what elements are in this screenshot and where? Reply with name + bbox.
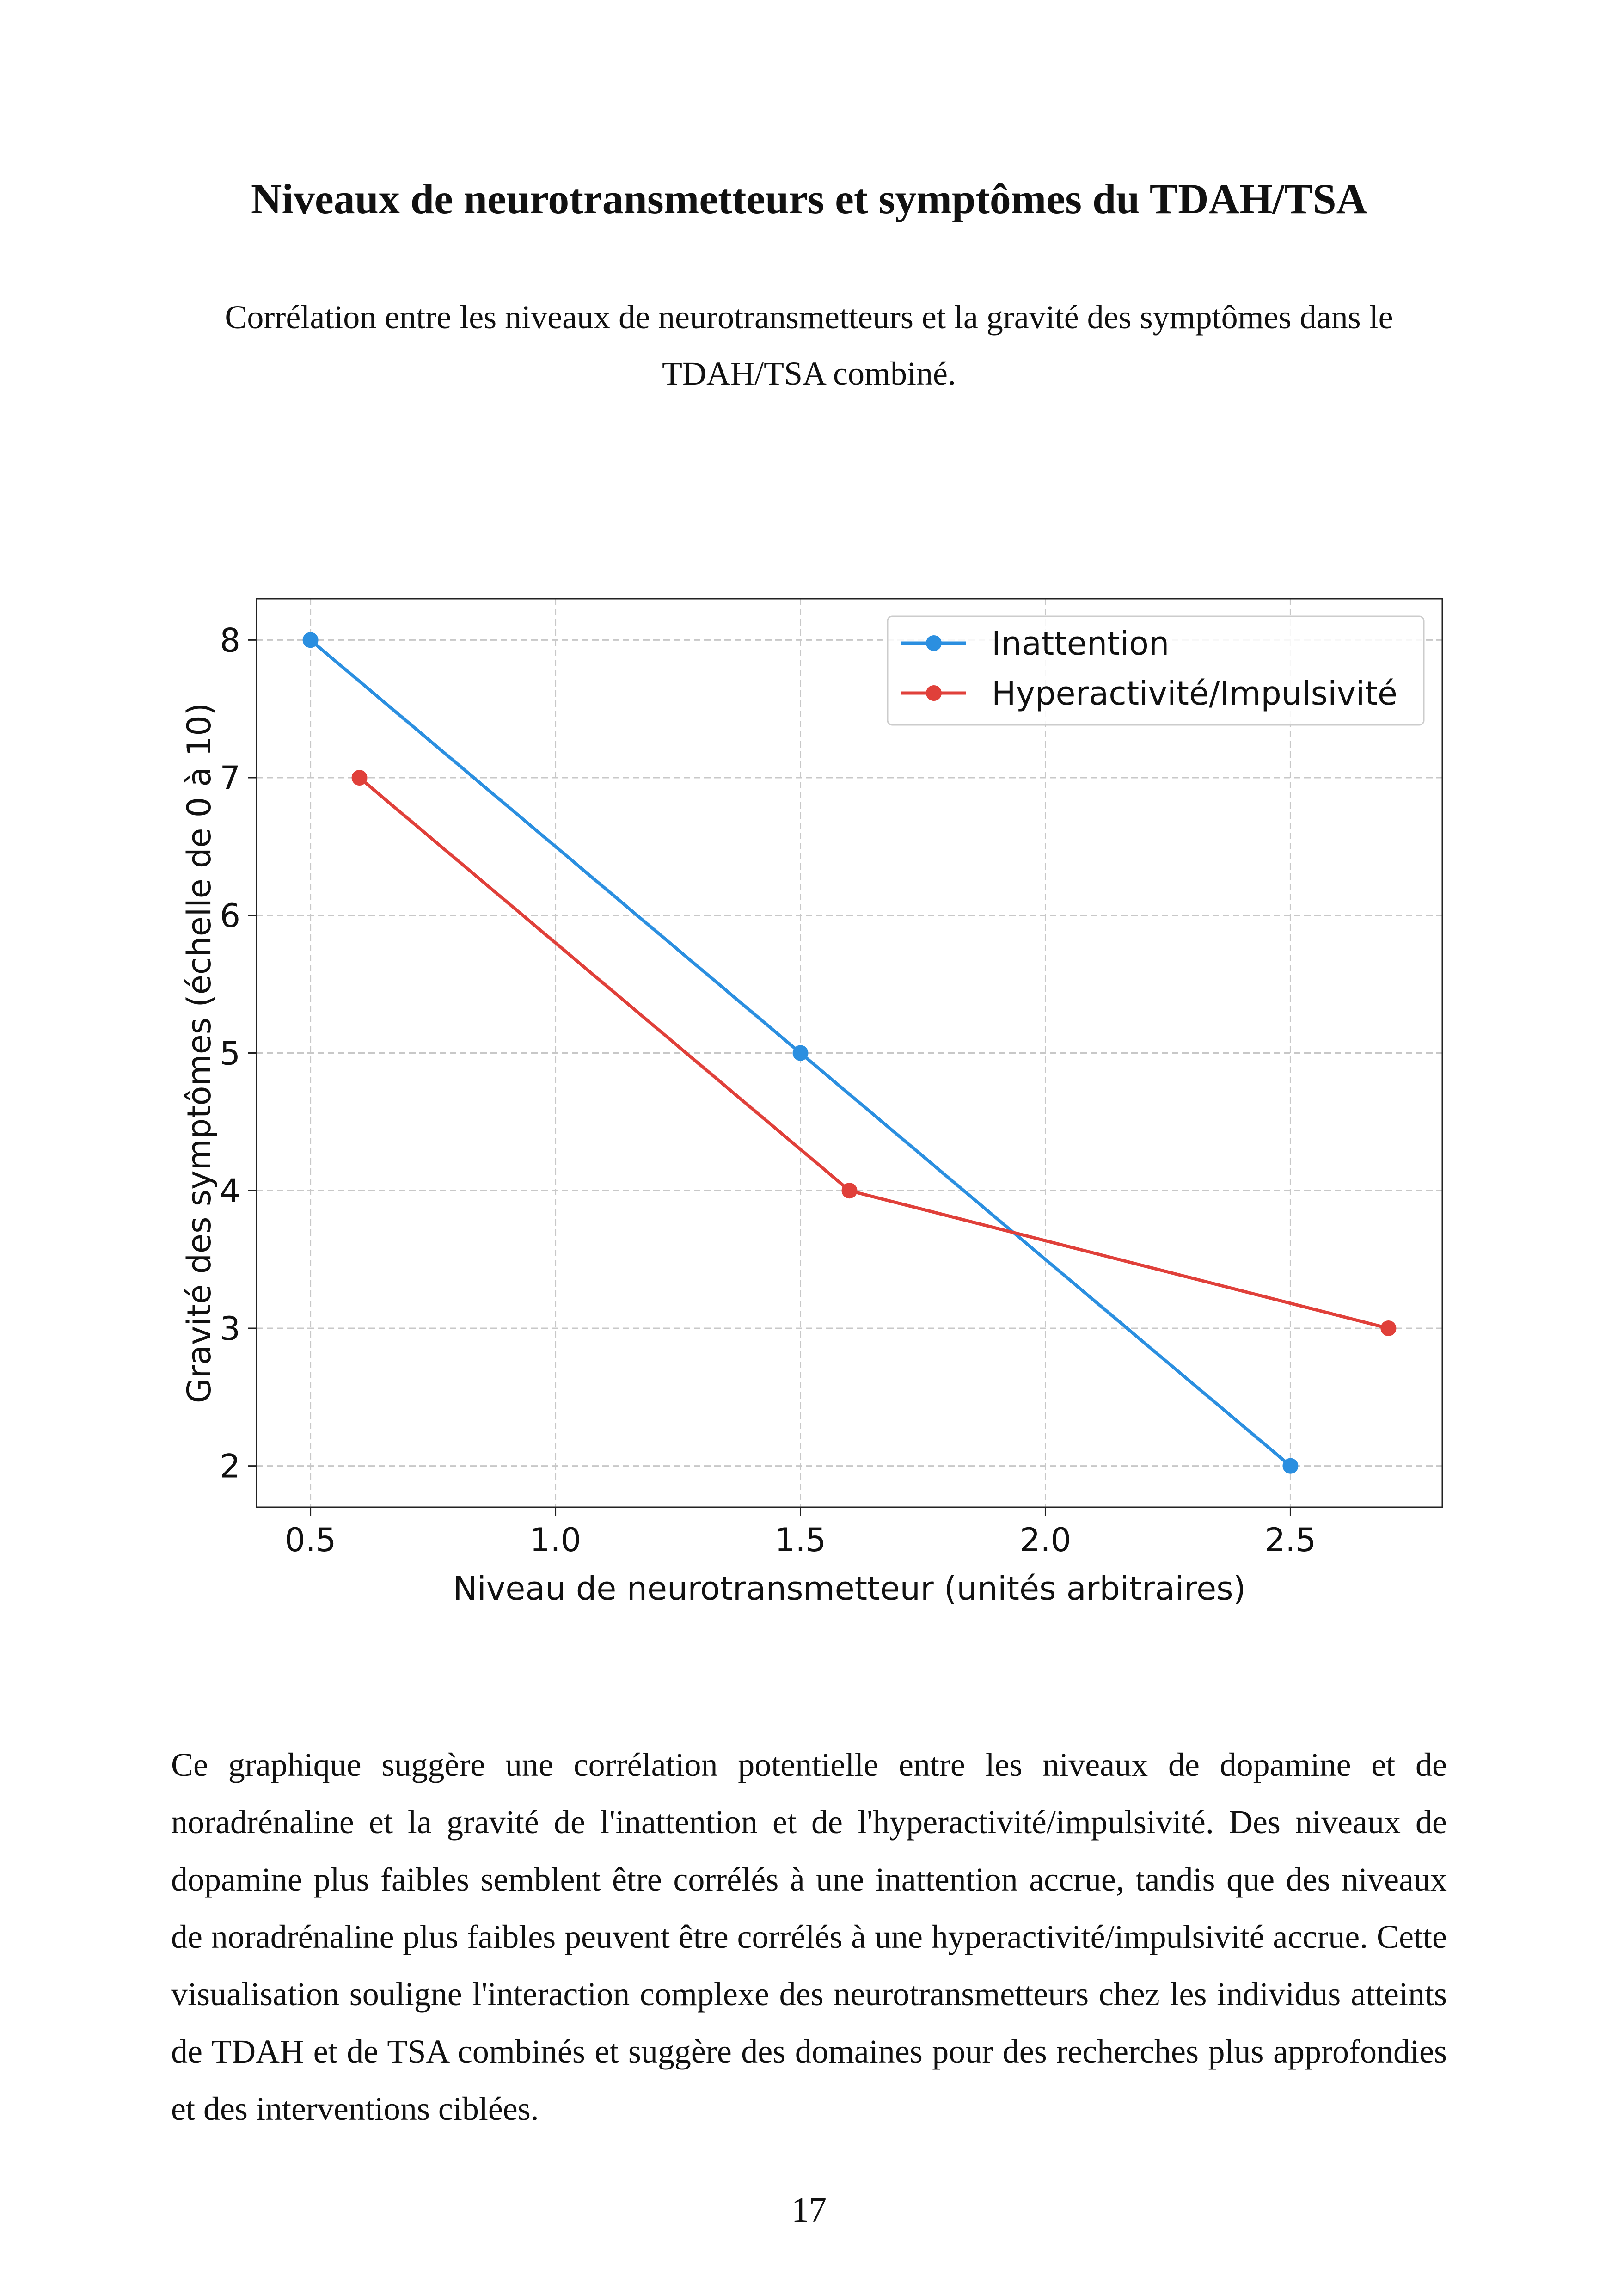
y-tick-label: 7 xyxy=(220,759,240,798)
y-tick-label: 4 xyxy=(220,1172,240,1210)
x-axis-label: Niveau de neurotransmetteur (unités arbitraires) xyxy=(453,1570,1246,1608)
legend-swatch-marker xyxy=(926,635,942,651)
legend-swatch-marker xyxy=(926,685,942,701)
document-subtitle: Corrélation entre les niveaux de neurotransmetteurs et la gravité des symptômes dans le TDAH/TSA combiné. xyxy=(225,299,1393,392)
data-point xyxy=(303,632,319,648)
data-point xyxy=(842,1183,858,1198)
page-number: 17 xyxy=(791,2191,827,2229)
data-point xyxy=(352,770,368,786)
y-axis-label: Gravité des symptômes (échelle de 0 à 10) xyxy=(180,702,218,1404)
data-point xyxy=(1282,1458,1298,1474)
x-tick-label: 1.5 xyxy=(774,1521,827,1559)
y-tick-label: 6 xyxy=(220,896,240,935)
x-tick-label: 2.0 xyxy=(1019,1521,1072,1559)
legend-label: Inattention xyxy=(992,625,1170,663)
legend-label: Hyperactivité/Impulsivité xyxy=(992,675,1397,712)
document-title: Niveaux de neurotransmetteurs et symptômes du TDAH/TSA xyxy=(251,175,1367,222)
data-point xyxy=(793,1045,809,1061)
y-tick-label: 2 xyxy=(220,1447,240,1486)
data-point xyxy=(1380,1320,1396,1336)
y-tick-label: 3 xyxy=(220,1309,240,1348)
y-tick-label: 5 xyxy=(220,1034,240,1073)
y-tick-label: 8 xyxy=(220,621,240,660)
body-paragraph: Ce graphique suggère une corrélation potentielle entre les niveaux de dopamine et de noradrénaline et la gravité de l'inattention et de l'hyperactivité/impulsivité. Des niveaux de dopamine plus faibles semblent être corrélés à une inattention accrue, tandis que des niveaux de noradrénaline plus faibles peuvent être corrélés à une hyperactivité/impulsivité accrue. Cette visualisation souligne l'interaction complexe des neurotransmetteurs chez les individus atteints de TDAH et de TSA combinés et suggère des domaines pour des recherches plus approfondies et des interventions ciblées. xyxy=(171,1746,1447,2127)
x-tick-label: 2.5 xyxy=(1264,1521,1317,1559)
x-tick-label: 1.0 xyxy=(529,1521,582,1559)
x-tick-label: 0.5 xyxy=(284,1521,337,1559)
